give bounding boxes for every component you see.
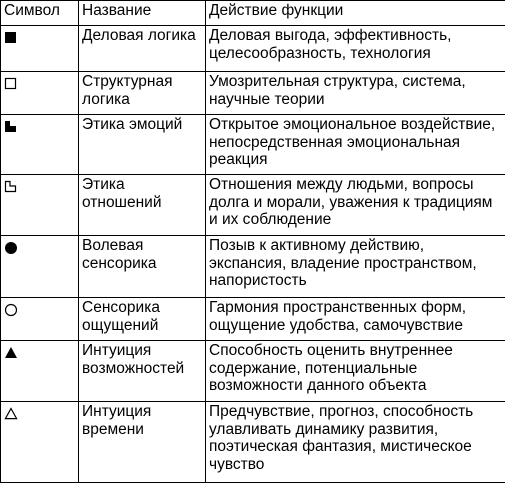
header-name: Название <box>79 1 206 26</box>
name-cell <box>79 236 206 298</box>
header-symbol: Символ <box>1 1 79 26</box>
filled-notched-square-icon <box>4 119 20 135</box>
table-row <box>1 175 505 236</box>
action-cell <box>206 175 505 236</box>
name-cell <box>79 72 206 115</box>
function-action: Открытое эмоциональное воздействие, непосредственная эмоциональная реакция <box>209 116 500 168</box>
table-row <box>1 298 505 341</box>
function-action: Позыв к активному действию, экспансия, владение пространством, напористость <box>209 237 482 289</box>
outlined-square-icon <box>4 76 20 92</box>
function-name: Структурная логика <box>82 73 177 108</box>
symbol-cell <box>1 115 79 175</box>
name-cell <box>79 298 206 341</box>
action-cell <box>206 341 505 402</box>
symbol-cell <box>1 341 79 402</box>
function-name: Деловая логика <box>82 27 196 44</box>
table-row <box>1 115 505 175</box>
symbol-cell <box>1 175 79 236</box>
function-action: Способность оценить внутреннее содержание, потенциальные возможности данного объекта <box>209 342 458 394</box>
symbol-cell <box>1 26 79 72</box>
function-action: Отношения между людьми, вопросы долга и морали, уважения к традициям и их соблюдение <box>209 176 497 228</box>
table-row <box>1 72 505 115</box>
function-name: Сенсорика ощущений <box>82 299 165 334</box>
function-action: Предчувствие, прогноз, способность улавливать динамику развития, поэтическая фантазия, мистическое чувство <box>209 403 478 473</box>
table-row <box>1 236 505 298</box>
filled-square-icon <box>4 30 20 46</box>
filled-triangle-icon <box>4 345 20 361</box>
action-cell <box>206 115 505 175</box>
symbol-cell <box>1 402 79 483</box>
symbol-cell <box>1 72 79 115</box>
action-cell <box>206 72 505 115</box>
name-cell <box>79 341 206 402</box>
action-cell <box>206 298 505 341</box>
symbol-cell <box>1 298 79 341</box>
filled-circle-icon <box>4 240 20 256</box>
action-cell <box>206 236 505 298</box>
function-name: Этика эмоций <box>82 116 183 133</box>
outlined-notched-square-icon <box>4 179 20 195</box>
table-row <box>1 341 505 402</box>
function-action: Деловая выгода, эффективность, целесообразность, технология <box>209 27 456 62</box>
function-name: Этика отношений <box>82 176 162 211</box>
function-name: Волевая сенсорика <box>82 237 157 272</box>
function-name: Интуиция времени <box>82 403 156 438</box>
action-cell <box>206 402 505 483</box>
outlined-triangle-icon <box>4 406 20 422</box>
function-action: Гармония пространственных форм, ощущение удобства, самочувствие <box>209 299 471 334</box>
table-row <box>1 402 505 483</box>
name-cell <box>79 115 206 175</box>
name-cell <box>79 175 206 236</box>
name-cell <box>79 402 206 483</box>
name-cell <box>79 26 206 72</box>
symbol-cell <box>1 236 79 298</box>
header-action: Действие функции <box>206 1 505 26</box>
function-action: Умозрительная структура, система, научные теории <box>209 73 470 108</box>
table-row <box>1 26 505 72</box>
action-cell <box>206 26 505 72</box>
outlined-circle-icon <box>4 302 20 318</box>
table-header-row <box>1 1 505 26</box>
function-name: Интуиция возможностей <box>82 342 185 377</box>
